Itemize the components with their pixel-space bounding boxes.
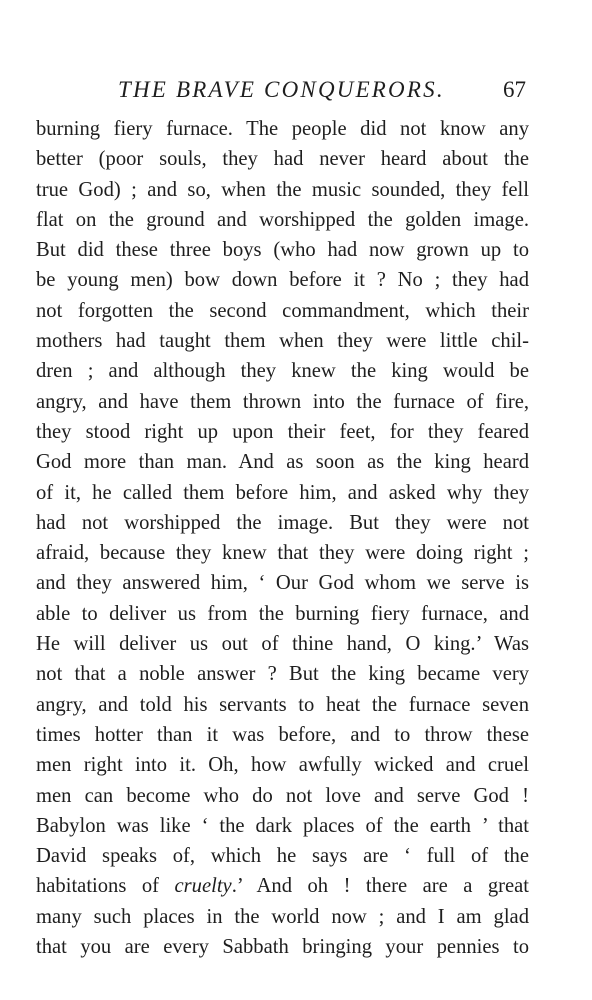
text-line: flat on the ground and worshipped the golden image. [36,208,529,231]
text-line: dren ; and although they knew the king would be [36,360,529,383]
text-line: had not worshipped the image. But they were not [36,511,529,534]
page-number: 67 [503,77,526,102]
text-line: not that a noble answer ? But the king became very [36,663,529,686]
text-line: angry, and have them thrown into the furnace of fire, [36,390,529,413]
text-line: angry, and told his servants to heat the furnace seven [36,693,529,716]
text-line: burning fiery furnace. The people did not know any [36,118,529,140]
text-line-with-italic [36,871,529,901]
running-header [36,74,536,106]
text-line: mothers had taught them when they were little chil- [36,330,529,353]
text-line: But did these three boys (who had now grown up to [36,239,529,262]
text-line: many such places in the world now ; and I am glad [36,905,529,928]
text-line: able to deliver us from the burning fiery furnace, and [36,602,529,625]
text-line: be young men) bow down before it ? No ; they had [36,269,529,292]
text-line: of it, he called them before him, and asked why they [36,481,529,504]
text-segment: habitations of [36,875,175,898]
text-line: true God) ; and so, when the music sounded, they fell [36,178,529,201]
text-line: Babylon was like ‘ the dark places of the earth ’ that [36,814,529,837]
body-text [36,114,529,962]
text-line: that you are every Sabbath bringing your pennies to [36,936,529,959]
text-line: men can become who do not love and serve God ! [36,784,529,807]
italic-word: cruelty [174,875,232,898]
text-line: times hotter than it was before, and to throw these [36,723,529,746]
text-line: and they answered him, ‘ Our God whom we serve is [36,572,529,595]
text-line: better (poor souls, they had never heard about the [36,148,529,171]
text-line: afraid, because they knew that they were doing right ; [36,542,529,565]
text-line: David speaks of, which he says are ‘ full of the [36,845,529,868]
running-title: THE BRAVE CONQUERORS. [118,77,445,102]
text-line: God more than man. And as soon as the king heard [36,451,529,474]
text-segment: .’ And oh ! there are a great [231,875,529,898]
text-line: not forgotten the second commandment, which their [36,299,529,322]
text-line: men right into it. Oh, how awfully wicked and cruel [36,754,529,777]
text-line: He will deliver us out of thine hand, O king.’ Was [36,633,529,656]
text-line: they stood right up upon their feet, for they feared [36,420,529,443]
